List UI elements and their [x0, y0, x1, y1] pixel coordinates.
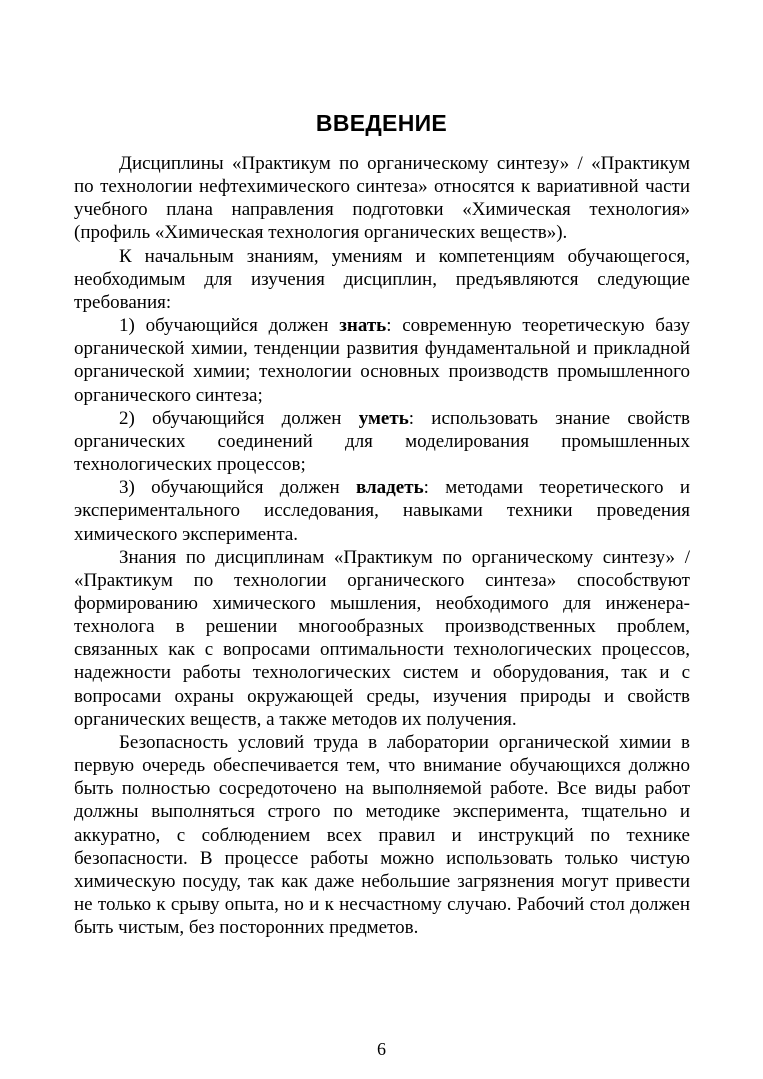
paragraph-requirements: К начальным знаниям, умениям и компетенциям обучающегося, необходимым для изучения дисциплин, предъявляются следующие требования: — [74, 245, 690, 313]
master-lead: 3) обучающийся должен — [119, 477, 357, 499]
know-rest: : современную теоретическую базу органической химии, тенденции развития фундаментальной и прикладной органической химии; технологии основных производств промышленного органического синтеза; — [74, 315, 690, 406]
able-rest: : использовать знание свойств органических соединений для моделирования промышленных технологических процессов; — [74, 407, 691, 476]
page-title: ВВЕДЕНИЕ — [315, 110, 448, 136]
master-keyword: владеть — [356, 477, 424, 499]
master-rest: : методами теоретического и экспериментального исследования, навыками техники проведения химического эксперимента. — [74, 477, 690, 545]
paragraph-know — [74, 314, 690, 407]
paragraph-disciplines: Дисциплины «Практикум по органическому синтезу» / «Практикум по технологии нефтехимического синтеза» относятся к вариативной части учебного плана направления подготовки «Химическая технология» (профиль «Химическая технология органических веществ»). — [74, 153, 690, 244]
able-lead: 2) обучающийся должен — [119, 407, 359, 429]
paragraph-able — [74, 407, 690, 476]
body-text — [74, 152, 690, 939]
paragraph-master — [74, 476, 690, 545]
know-lead: 1) обучающийся должен — [119, 315, 340, 337]
able-keyword: уметь — [358, 407, 409, 429]
know-keyword: знать — [339, 315, 387, 337]
page-number: 6 — [377, 1039, 386, 1059]
paragraph-knowledge: Знания по дисциплинам «Практикум по органическому синтезу» / «Практикум по технологии органического синтеза» способствуют формированию химического мышления, необходимого для инженера-технолога в решении многообразных производственных проблем, связанных как с вопросами оптимальности технологических процессов, надежности работы технологических систем и оборудования, так и с вопросами охраны окружающей среды, изучения природы и свойств органических веществ, а также методов их получения. — [74, 546, 690, 730]
paragraph-safety: Безопасность условий труда в лаборатории органической химии в первую очередь обеспечивается тем, что внимание обучающихся должно быть полностью сосредоточено на выполняемой работе. Все виды работ должны выполняться строго по методике эксперимента, тщательно и аккуратно, с соблюдением всех правил и инструкций по технике безопасности. В процессе работы можно использовать только чистую химическую посуду, так как даже небольшие загрязнения могут привести не только к срыву опыта, но и к несчастному случаю. Рабочий стол должен быть чистым, без посторонних предметов. — [74, 731, 690, 939]
